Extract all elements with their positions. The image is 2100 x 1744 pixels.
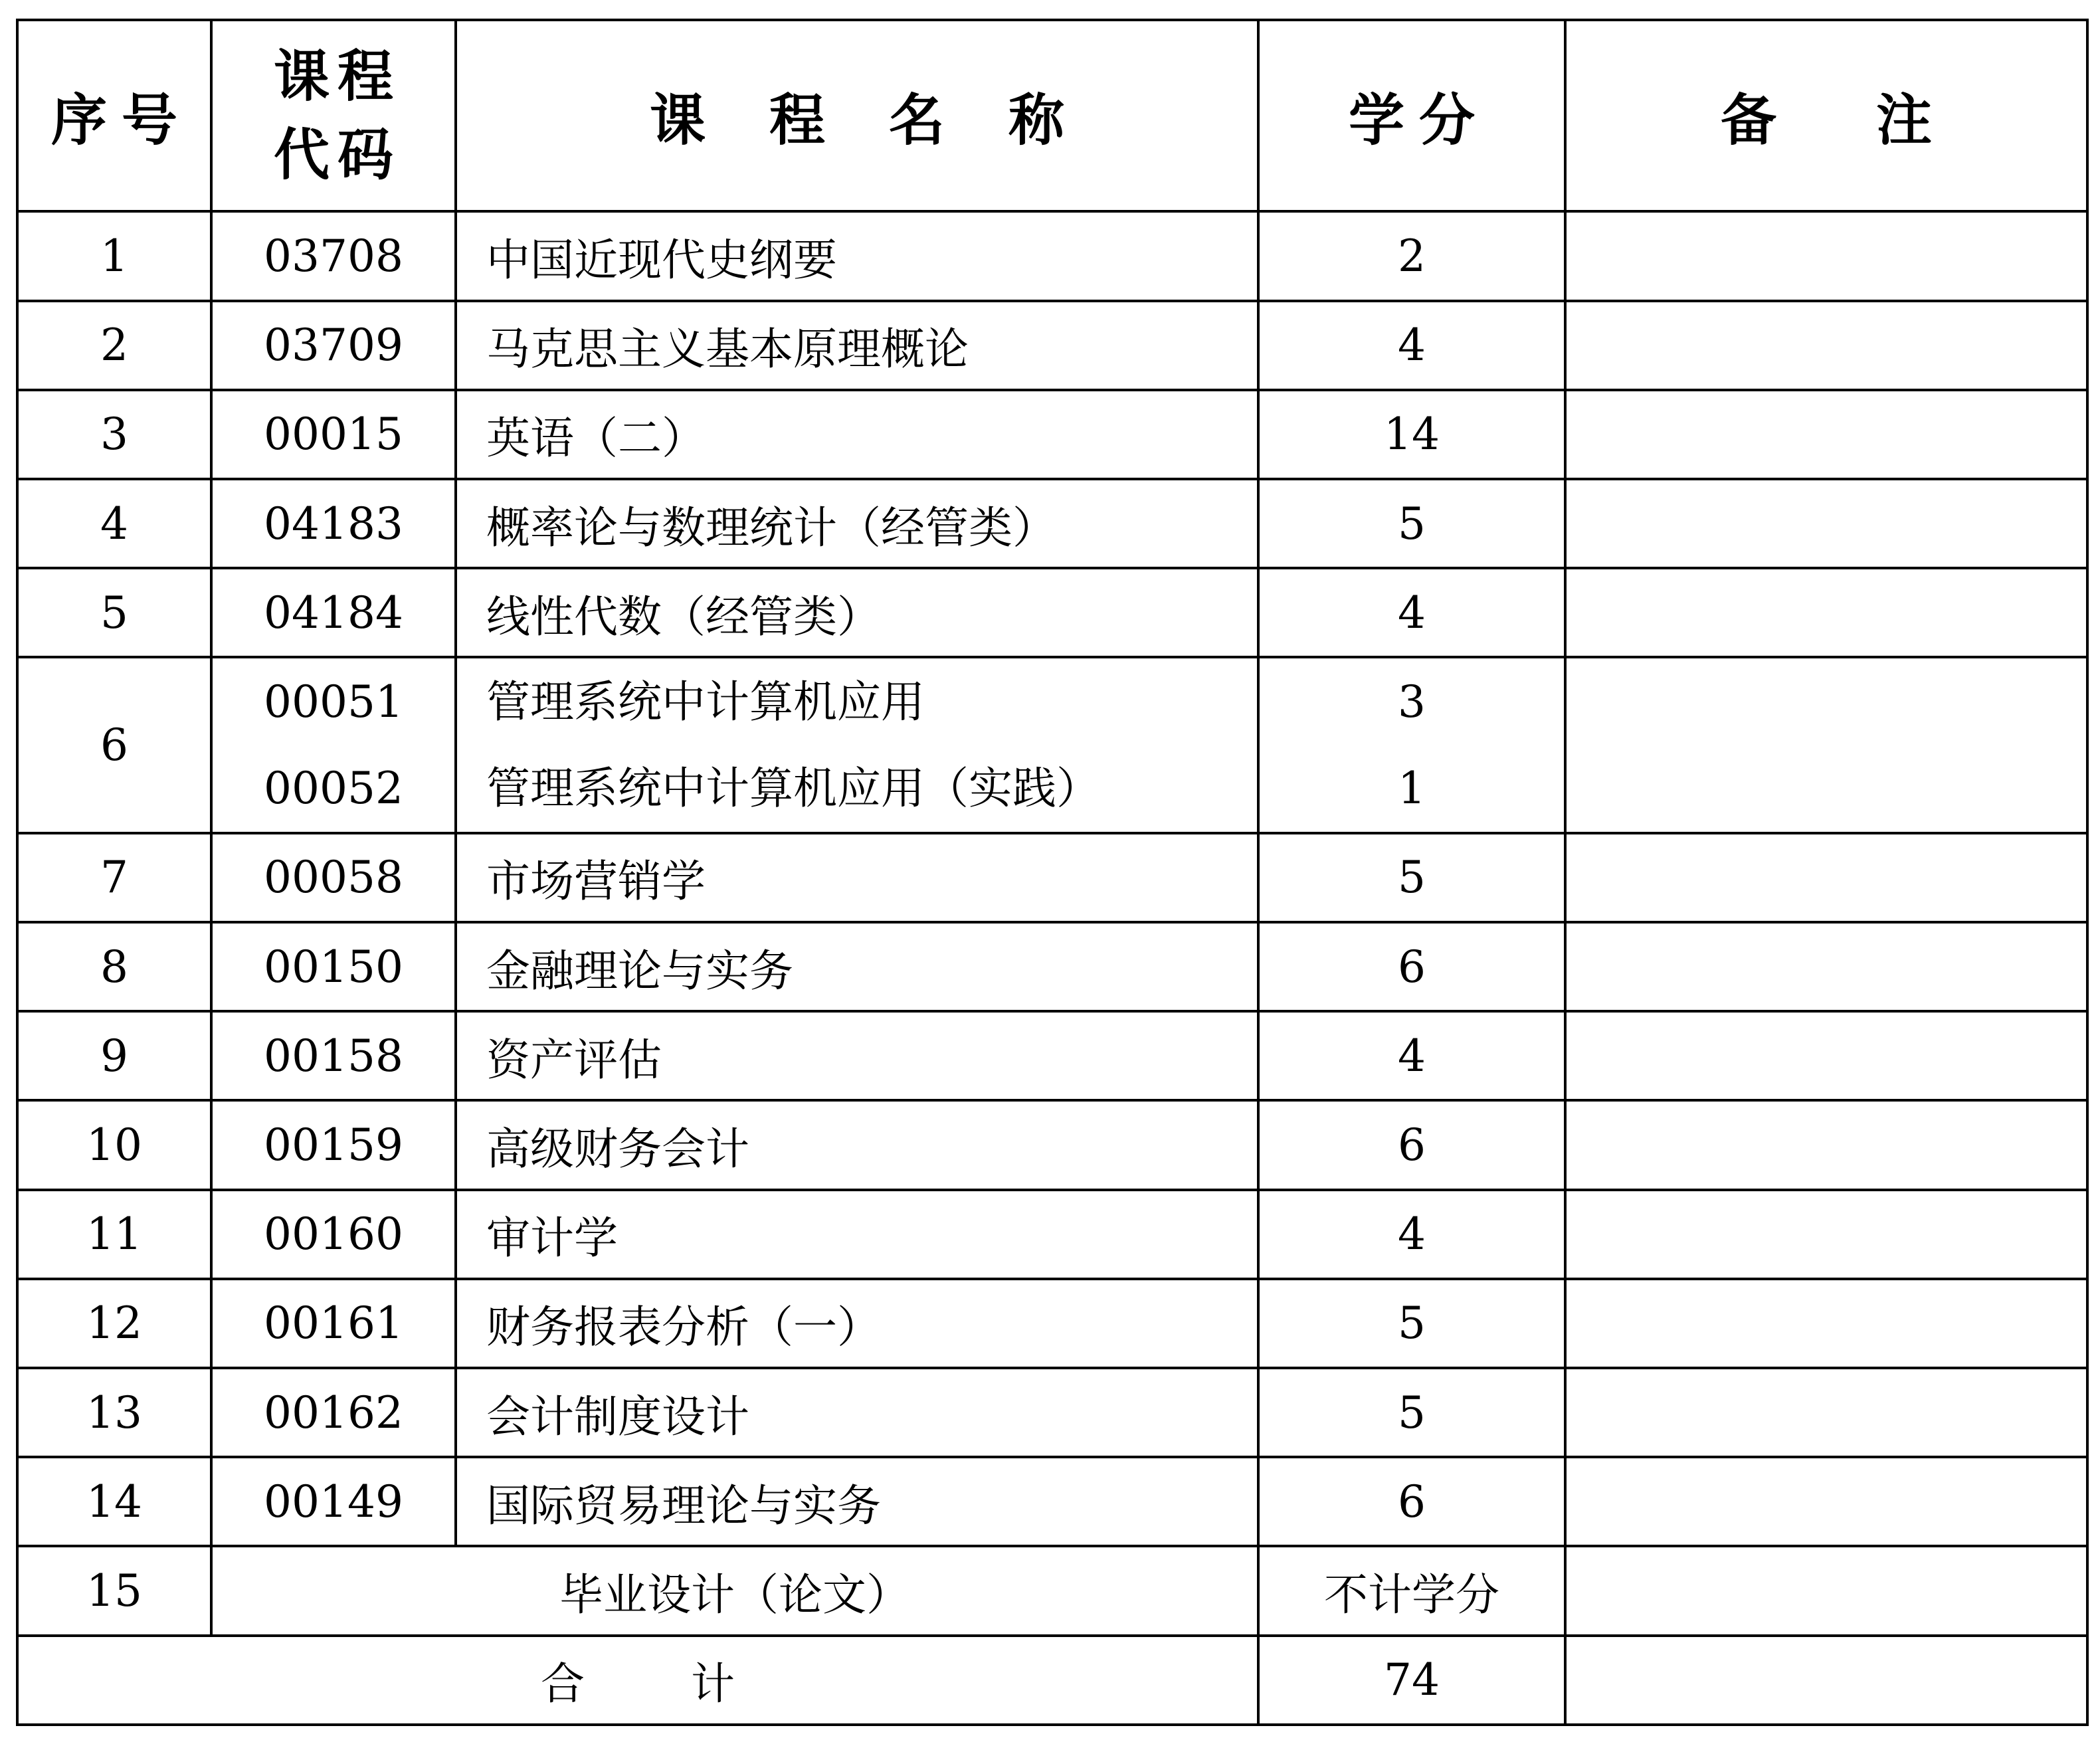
cell-course-name: 线性代数（经管类） xyxy=(456,568,1258,657)
cell-remark xyxy=(1565,479,2087,568)
cell-credit: 4 xyxy=(1258,568,1565,657)
cell-credit: 5 xyxy=(1258,479,1565,568)
header-remark: 备注 xyxy=(1565,20,2087,211)
cell-remark xyxy=(1565,1636,2087,1725)
table-row xyxy=(17,922,2087,1011)
cell-seq: 10 xyxy=(17,1100,211,1189)
cell-credit: 14 xyxy=(1258,390,1565,479)
cell-code: 00161 xyxy=(211,1279,456,1368)
cell-credit-stack xyxy=(1258,657,1565,832)
cell-course-name: 市场营销学 xyxy=(456,833,1258,922)
table-row xyxy=(17,568,2087,657)
cell-seq: 6 xyxy=(17,657,211,832)
cell-code: 04183 xyxy=(211,479,456,568)
cell-code: 00051 xyxy=(264,676,403,727)
table-row xyxy=(17,1368,2087,1457)
cell-credit: 6 xyxy=(1258,1100,1565,1189)
cell-credit: 4 xyxy=(1258,1011,1565,1100)
cell-seq: 3 xyxy=(17,390,211,479)
cell-code: 00150 xyxy=(211,922,456,1011)
header-course-code xyxy=(211,20,456,211)
cell-code-stack xyxy=(211,657,456,832)
header-course-code-line1: 课程 xyxy=(273,44,401,110)
cell-code: 03708 xyxy=(211,211,456,300)
cell-remark xyxy=(1565,211,2087,300)
thesis-name: 毕业设计（论文） xyxy=(211,1546,1258,1635)
cell-credit: 3 xyxy=(1398,676,1426,727)
cell-remark xyxy=(1565,1457,2087,1546)
cell-credit: 2 xyxy=(1258,211,1565,300)
cell-course-name: 审计学 xyxy=(456,1190,1258,1279)
cell-course-name: 管理系统中计算机应用（实践） xyxy=(486,762,1100,814)
cell-seq: 4 xyxy=(17,479,211,568)
cell-remark xyxy=(1565,301,2087,390)
cell-course-name: 财务报表分析（一） xyxy=(456,1279,1258,1368)
cell-code: 00052 xyxy=(264,762,403,814)
table-row-combined xyxy=(17,657,2087,832)
table-row xyxy=(17,390,2087,479)
cell-credit: 4 xyxy=(1258,1190,1565,1279)
cell-seq: 5 xyxy=(17,568,211,657)
cell-code: 00149 xyxy=(211,1457,456,1546)
cell-seq: 7 xyxy=(17,833,211,922)
cell-code: 00058 xyxy=(211,833,456,922)
cell-remark xyxy=(1565,390,2087,479)
cell-course-name: 资产评估 xyxy=(456,1011,1258,1100)
header-credit: 学分 xyxy=(1258,20,1565,211)
cell-remark xyxy=(1565,922,2087,1011)
cell-credit: 5 xyxy=(1258,1279,1565,1368)
cell-course-name: 金融理论与实务 xyxy=(456,922,1258,1011)
cell-remark xyxy=(1565,1100,2087,1189)
cell-seq: 15 xyxy=(17,1546,211,1635)
cell-seq: 8 xyxy=(17,922,211,1011)
cell-course-name: 高级财务会计 xyxy=(456,1100,1258,1189)
table-row xyxy=(17,1011,2087,1100)
cell-code: 03709 xyxy=(211,301,456,390)
header-course-code-line2: 代码 xyxy=(273,122,401,188)
cell-seq: 2 xyxy=(17,301,211,390)
table-row xyxy=(17,301,2087,390)
cell-seq: 12 xyxy=(17,1279,211,1368)
cell-course-name-stack xyxy=(456,657,1258,832)
cell-credit: 6 xyxy=(1258,922,1565,1011)
header-course-name: 课程名称 xyxy=(456,20,1258,211)
table-header-row xyxy=(17,20,2087,211)
table-row xyxy=(17,833,2087,922)
cell-course-name: 中国近现代史纲要 xyxy=(456,211,1258,300)
total-label: 合计 xyxy=(17,1636,1258,1725)
cell-code: 00160 xyxy=(211,1190,456,1279)
header-seq: 序号 xyxy=(17,20,211,211)
cell-remark xyxy=(1565,1190,2087,1279)
cell-credit: 5 xyxy=(1258,1368,1565,1457)
course-plan-table xyxy=(16,19,2089,1726)
cell-course-name: 概率论与数理统计（经管类） xyxy=(456,479,1258,568)
cell-seq: 13 xyxy=(17,1368,211,1457)
cell-remark xyxy=(1565,1279,2087,1368)
thesis-row xyxy=(17,1546,2087,1635)
cell-course-name: 管理系统中计算机应用 xyxy=(486,676,925,727)
thesis-credit: 不计学分 xyxy=(1258,1546,1565,1635)
total-credit: 74 xyxy=(1258,1636,1565,1725)
table-row xyxy=(17,1190,2087,1279)
cell-code: 04184 xyxy=(211,568,456,657)
table-row xyxy=(17,1100,2087,1189)
cell-remark xyxy=(1565,1011,2087,1100)
cell-remark xyxy=(1565,1368,2087,1457)
cell-credit: 5 xyxy=(1258,833,1565,922)
cell-remark xyxy=(1565,657,2087,832)
cell-seq: 1 xyxy=(17,211,211,300)
cell-credit: 1 xyxy=(1398,762,1426,814)
cell-course-name: 国际贸易理论与实务 xyxy=(456,1457,1258,1546)
cell-code: 00158 xyxy=(211,1011,456,1100)
cell-course-name: 马克思主义基本原理概论 xyxy=(456,301,1258,390)
table-row xyxy=(17,1457,2087,1546)
total-row xyxy=(17,1636,2087,1725)
cell-course-name: 会计制度设计 xyxy=(456,1368,1258,1457)
cell-code: 00015 xyxy=(211,390,456,479)
cell-code: 00162 xyxy=(211,1368,456,1457)
table-row xyxy=(17,479,2087,568)
cell-seq: 14 xyxy=(17,1457,211,1546)
cell-remark xyxy=(1565,1546,2087,1635)
cell-credit: 6 xyxy=(1258,1457,1565,1546)
table-row xyxy=(17,1279,2087,1368)
cell-remark xyxy=(1565,568,2087,657)
cell-remark xyxy=(1565,833,2087,922)
cell-code: 00159 xyxy=(211,1100,456,1189)
table-row xyxy=(17,211,2087,300)
cell-seq: 9 xyxy=(17,1011,211,1100)
cell-course-name: 英语（二） xyxy=(456,390,1258,479)
cell-credit: 4 xyxy=(1258,301,1565,390)
cell-seq: 11 xyxy=(17,1190,211,1279)
